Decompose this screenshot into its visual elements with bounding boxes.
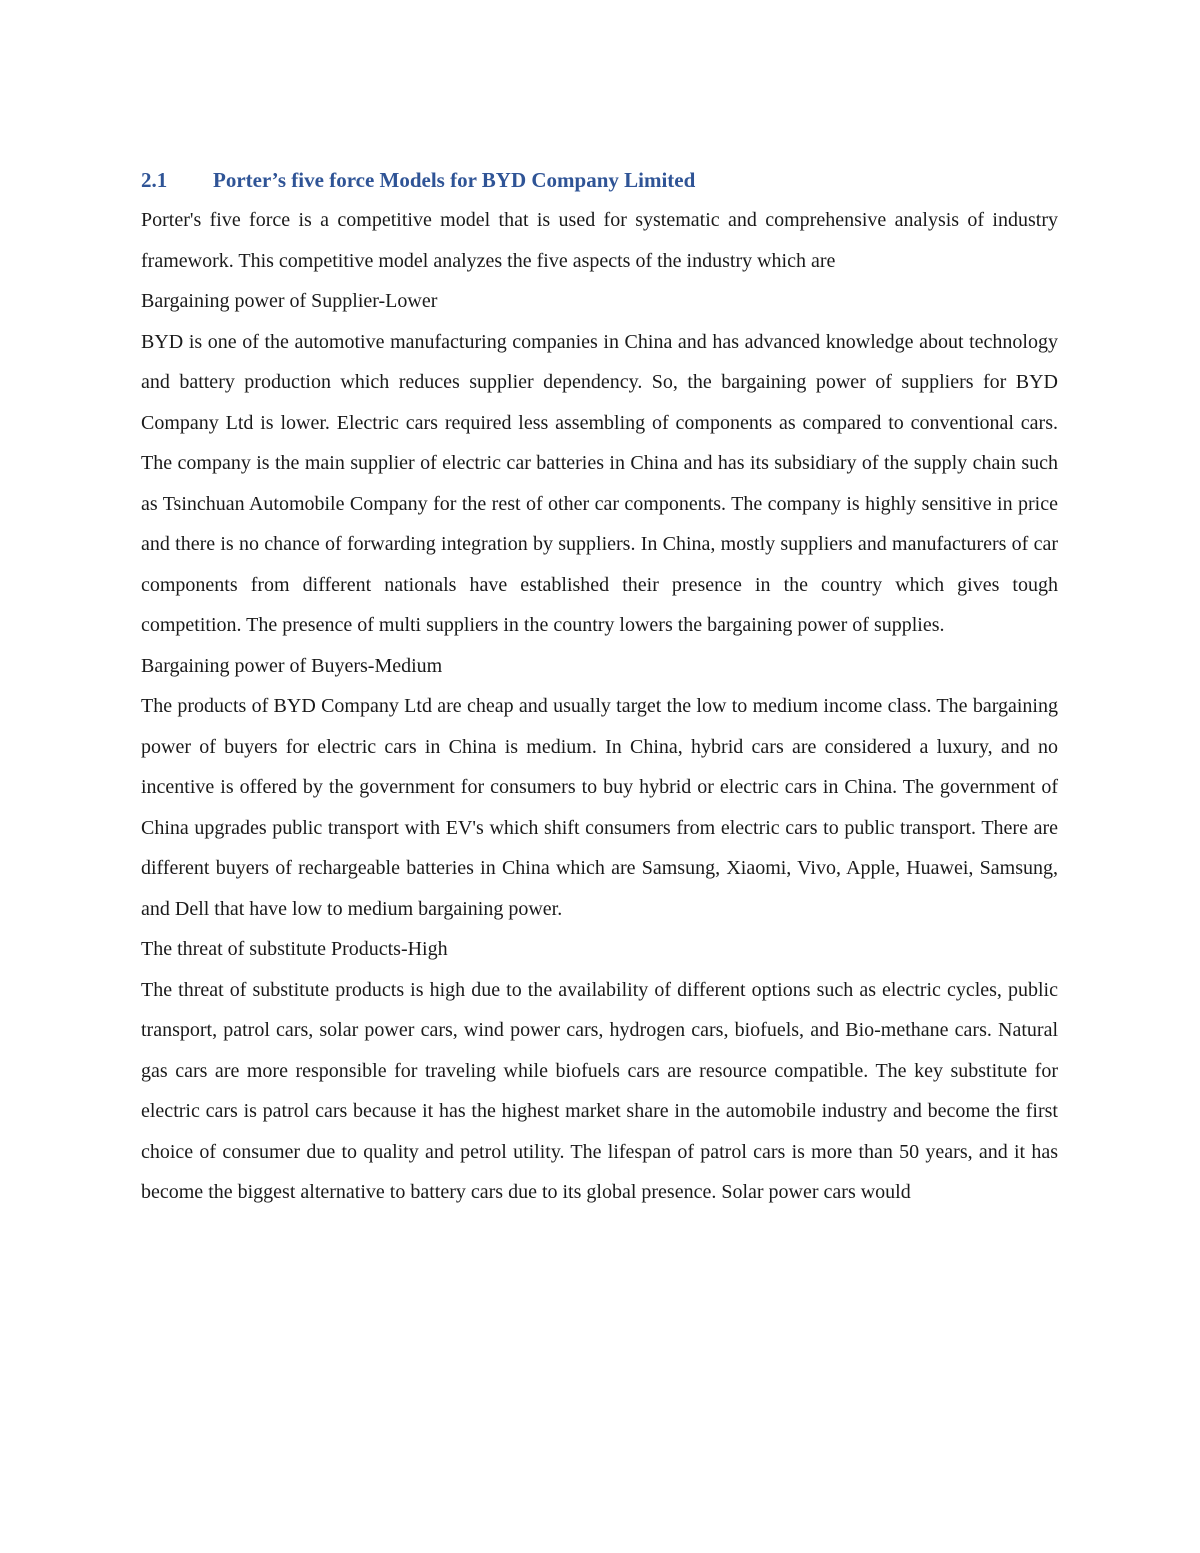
section-heading (141, 160, 1058, 200)
substitute-heading: The threat of substitute Products-High (141, 938, 448, 960)
section-number: 2.1 (141, 168, 168, 192)
section-title: Porter’s five force Models for BYD Company Limited (213, 168, 696, 192)
buyer-paragraph: The products of BYD Company Ltd are cheap and usually target the low to medium income class. The bargaining power of buyers for electric cars in China is medium. In China, hybrid cars are considered a luxury, and no incentive is offered by the government for consumers to buy hybrid or electric cars in China. The government of China upgrades public transport with EV's which shift consumers from electric cars to public transport. There are different buyers of rechargeable batteries in China which are Samsung, Xiaomi, Vivo, Apple, Huawei, Samsung, and Dell that have low to medium bargaining power. (141, 695, 1058, 920)
substitute-paragraph: The threat of substitute products is high due to the availability of different options such as electric cycles, public transport, patrol cars, solar power cars, wind power cars, hydrogen cars, biofuels, and Bio-methane cars. Natural gas cars are more responsible for traveling while biofuels cars are resource compatible. The key substitute for electric cars is patrol cars because it has the highest market share in the automobile industry and become the first choice of consumer due to quality and petrol utility. The lifespan of patrol cars is more than 50 years, and it has become the biggest alternative to battery cars due to its global presence. Solar power cars would (141, 978, 1058, 1203)
supplier-heading: Bargaining power of Supplier-Lower (141, 290, 438, 312)
buyer-heading: Bargaining power of Buyers-Medium (141, 654, 443, 677)
document-page (141, 160, 1058, 1213)
supplier-paragraph: BYD is one of the automotive manufacturing companies in China and has advanced knowledge about technology and battery production which reduces supplier dependency. So, the bargaining power of suppliers for BYD Company Ltd is lower. Electric cars required less assembling of components as compared to conventional cars. The company is the main supplier of electric car batteries in China and has its subsidiary of the supply chain such as Tsinchuan Automobile Company for the rest of other car components. The company is highly sensitive in price and there is no chance of forwarding integration by suppliers. In China, mostly suppliers and manufacturers of car components from different nationals have established their presence in the country which gives tough competition. The presence of multi suppliers in the country lowers the bargaining power of supplies. (141, 330, 1058, 636)
intro-paragraph: Porter's five force is a competitive model that is used for systematic and comprehensive analysis of industry framework. This competitive model analyzes the five aspects of the industry which are (141, 209, 1058, 272)
